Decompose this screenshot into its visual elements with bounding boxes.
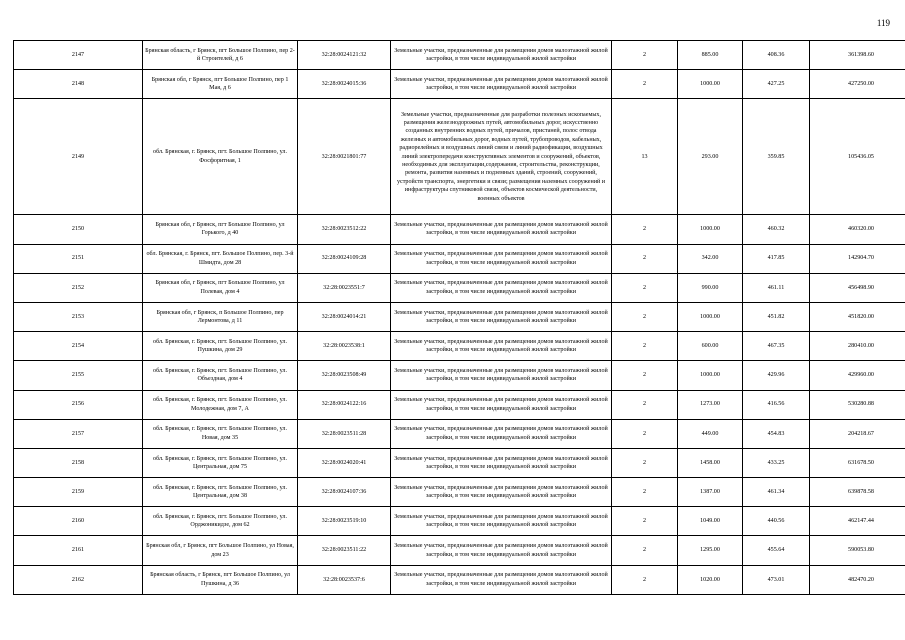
cadastral-number-cell: 32:28:0024122:16 [298,390,391,419]
specific-value-cell: 467.35 [743,332,810,361]
cadastral-number-cell: 32:28:0023538:1 [298,332,391,361]
use-group-cell: 2 [612,448,678,477]
land-use-cell: Земельные участки, предназначенные для размещения домов малоэтажной жилой застройки, в том числе индивидуальной жилой застройки [391,419,612,448]
table-row [14,478,905,507]
land-use-cell: Земельные участки, предназначенные для размещения домов малоэтажной жилой застройки, в том числе индивидуальной жилой застройки [391,390,612,419]
land-use-cell: Земельные участки, предназначенные для размещения домов малоэтажной жилой застройки, в том числе индивидуальной жилой застройки [391,507,612,536]
row-number-cell: 2161 [14,536,143,565]
area-cell: 600.00 [678,332,743,361]
cadastral-value-cell: 631678.50 [810,448,905,477]
table-row [14,302,905,331]
specific-value-cell: 461.11 [743,273,810,302]
address-cell: обл. Брянская, г. Брянск, пгт. Большое Полпино, ул. Фосфоритная, 1 [143,99,298,215]
cadastral-value-cell: 204218.67 [810,419,905,448]
cadastral-value-cell: 590053.80 [810,536,905,565]
use-group-cell: 2 [612,536,678,565]
cadastral-value-cell: 482470.20 [810,565,905,594]
row-number-cell: 2149 [14,99,143,215]
cadastral-number-cell: 32:28:0023537:6 [298,565,391,594]
row-number-cell: 2148 [14,70,143,99]
cadastral-value-cell: 280410.00 [810,332,905,361]
area-cell: 1295.00 [678,536,743,565]
row-number-cell: 2152 [14,273,143,302]
table-row [14,565,905,594]
cadastral-value-cell: 456498.90 [810,273,905,302]
land-use-cell: Земельные участки, предназначенные для размещения домов малоэтажной жилой застройки, в том числе индивидуальной жилой застройки [391,478,612,507]
address-cell: Брянская обл, г Брянск, пгт Большое Полпино, ул Горького, д 40 [143,215,298,244]
area-cell: 1458.00 [678,448,743,477]
table-row [14,273,905,302]
row-number-cell: 2156 [14,390,143,419]
cadastral-number-cell: 32:28:0023512:22 [298,215,391,244]
cadastral-number-cell: 32:28:0024020:41 [298,448,391,477]
address-cell: обл. Брянская, г. Брянск, пгт. Большое Полпино, ул. Молодежная, дом 7, А [143,390,298,419]
address-cell: обл. Брянская, г. Брянск, пгт. Большое Полпино, ул. Пушкина, дом 29 [143,332,298,361]
row-number-cell: 2160 [14,507,143,536]
row-number-cell: 2154 [14,332,143,361]
cadastral-value-cell: 361398.60 [810,41,905,70]
cadastral-value-cell: 639878.58 [810,478,905,507]
specific-value-cell: 454.83 [743,419,810,448]
specific-value-cell: 416.56 [743,390,810,419]
address-cell: обл. Брянская, г. Брянск, пгт. Большое Полпино, ул. Новая, дом 35 [143,419,298,448]
cadastral-number-cell: 32:28:0023511:28 [298,419,391,448]
table-row [14,215,905,244]
table-row [14,70,905,99]
address-cell: Брянская обл, г Брянск, пгт Большое Полпино, ул Полевая, дом 4 [143,273,298,302]
specific-value-cell: 408.36 [743,41,810,70]
land-use-cell: Земельные участки, предназначенные для размещения домов малоэтажной жилой застройки, в том числе индивидуальной жилой застройки [391,565,612,594]
cadastral-value-cell: 530280.88 [810,390,905,419]
row-number-cell: 2159 [14,478,143,507]
use-group-cell: 2 [612,419,678,448]
row-number-cell: 2158 [14,448,143,477]
land-use-cell: Земельные участки, предназначенные для размещения домов малоэтажной жилой застройки, в том числе индивидуальной жилой застройки [391,215,612,244]
specific-value-cell: 417.85 [743,244,810,273]
cadastral-number-cell: 32:28:0024014:21 [298,302,391,331]
table-row [14,361,905,390]
address-cell: Брянская обл, г Брянск, п Большое Полпино, пер Лермонтова, д 11 [143,302,298,331]
area-cell: 1020.00 [678,565,743,594]
use-group-cell: 2 [612,361,678,390]
cadastral-number-cell: 32:28:0023519:10 [298,507,391,536]
area-cell: 1273.00 [678,390,743,419]
use-group-cell: 2 [612,70,678,99]
specific-value-cell: 455.64 [743,536,810,565]
land-registry-table [13,40,905,595]
cadastral-number-cell: 32:28:0023551:7 [298,273,391,302]
address-cell: обл. Брянская, г. Брянск, пгт. Большое Полпино, ул. Объездная, дом 4 [143,361,298,390]
area-cell: 293.00 [678,99,743,215]
table-row [14,99,905,215]
cadastral-number-cell: 32:28:0024015:36 [298,70,391,99]
land-use-cell: Земельные участки, предназначенные для размещения домов малоэтажной жилой застройки, в том числе индивидуальной жилой застройки [391,536,612,565]
row-number-cell: 2150 [14,215,143,244]
table-row [14,536,905,565]
specific-value-cell: 429.96 [743,361,810,390]
cadastral-value-cell: 451820.00 [810,302,905,331]
table-row [14,244,905,273]
land-use-cell: Земельные участки, предназначенные для размещения домов малоэтажной жилой застройки, в том числе индивидуальной жилой застройки [391,302,612,331]
use-group-cell: 2 [612,302,678,331]
specific-value-cell: 427.25 [743,70,810,99]
area-cell: 885.00 [678,41,743,70]
cadastral-value-cell: 462147.44 [810,507,905,536]
table-row [14,332,905,361]
land-use-cell: Земельные участки, предназначенные для размещения домов малоэтажной жилой застройки, в том числе индивидуальной жилой застройки [391,41,612,70]
area-cell: 1387.00 [678,478,743,507]
row-number-cell: 2151 [14,244,143,273]
row-number-cell: 2147 [14,41,143,70]
table-row [14,448,905,477]
cadastral-value-cell: 429960.00 [810,361,905,390]
area-cell: 1049.00 [678,507,743,536]
address-cell: обл. Брянская, г. Брянск, пгт. Большое Полпино, ул. Орджоникидзе, дом 62 [143,507,298,536]
use-group-cell: 2 [612,507,678,536]
cadastral-value-cell: 427250.00 [810,70,905,99]
land-use-cell: Земельные участки, предназначенные для размещения домов малоэтажной жилой застройки, в том числе индивидуальной жилой застройки [391,244,612,273]
land-use-cell: Земельные участки, предназначенные для размещения домов малоэтажной жилой застройки, в том числе индивидуальной жилой застройки [391,361,612,390]
use-group-cell: 2 [612,390,678,419]
row-number-cell: 2157 [14,419,143,448]
address-cell: Брянская обл, г Брянск, пгт Большое Полпино, пер 1 Мая, д 6 [143,70,298,99]
use-group-cell: 2 [612,244,678,273]
specific-value-cell: 359.85 [743,99,810,215]
specific-value-cell: 433.25 [743,448,810,477]
area-cell: 449.00 [678,419,743,448]
row-number-cell: 2153 [14,302,143,331]
use-group-cell: 2 [612,332,678,361]
row-number-cell: 2162 [14,565,143,594]
area-cell: 990.00 [678,273,743,302]
use-group-cell: 2 [612,273,678,302]
cadastral-value-cell: 142904.70 [810,244,905,273]
address-cell: Брянская обл, г Брянск, пгт Большое Полпино, ул Новая, дом 23 [143,536,298,565]
land-use-cell: Земельные участки, предназначенные для размещения домов малоэтажной жилой застройки, в том числе индивидуальной жилой застройки [391,448,612,477]
cadastral-number-cell: 32:28:0024109:28 [298,244,391,273]
cadastral-number-cell: 32:28:0024107:36 [298,478,391,507]
land-use-cell: Земельные участки, предназначенные для размещения домов малоэтажной жилой застройки, в том числе индивидуальной жилой застройки [391,273,612,302]
use-group-cell: 2 [612,215,678,244]
area-cell: 1000.00 [678,215,743,244]
cadastral-number-cell: 32:28:0023511:22 [298,536,391,565]
use-group-cell: 2 [612,478,678,507]
cadastral-number-cell: 32:28:0023508:49 [298,361,391,390]
cadastral-number-cell: 32:28:0021801:77 [298,99,391,215]
land-use-cell: Земельные участки, предназначенные для размещения домов малоэтажной жилой застройки, в том числе индивидуальной жилой застройки [391,332,612,361]
cadastral-number-cell: 32:28:0024121:32 [298,41,391,70]
specific-value-cell: 440.56 [743,507,810,536]
address-cell: Брянская область, г Брянск, пгт Большое Полпино, ул Пушкина, д 36 [143,565,298,594]
specific-value-cell: 473.01 [743,565,810,594]
table-row [14,41,905,70]
cadastral-value-cell: 105436.05 [810,99,905,215]
table-row [14,507,905,536]
table-row [14,419,905,448]
address-cell: обл. Брянская, г. Брянск, пгт. Большое Полпино, ул. Центральная, дом 38 [143,478,298,507]
area-cell: 1000.00 [678,70,743,99]
land-use-cell: Земельные участки, предназначенные для размещения домов малоэтажной жилой застройки, в том числе индивидуальной жилой застройки [391,70,612,99]
specific-value-cell: 460.32 [743,215,810,244]
address-cell: обл. Брянская, г. Брянск, пгт. Большое Полпино, ул. Центральная, дом 75 [143,448,298,477]
address-cell: Брянская область, г Брянск, пгт Большое Полпино, пер 2-й Строителей, д 6 [143,41,298,70]
area-cell: 1000.00 [678,302,743,331]
page-number: 119 [876,18,890,28]
use-group-cell: 2 [612,41,678,70]
table-body [14,41,905,595]
area-cell: 342.00 [678,244,743,273]
address-cell: обл. Брянская, г. Брянск, пгт. Большое Полпино, пер. 3-й Шмидта, дом 28 [143,244,298,273]
use-group-cell: 2 [612,565,678,594]
table-row [14,390,905,419]
row-number-cell: 2155 [14,361,143,390]
cadastral-value-cell: 460320.00 [810,215,905,244]
specific-value-cell: 451.82 [743,302,810,331]
land-use-cell: Земельные участки, предназначенные для разработки полезных ископаемых, размещения железнодорожных путей, автомобильных дорог, искусственно созданных внутренних водных путей, причалов, пристаней, полос отвода железных и автомобильных дорог, водных путей, трубопроводов, кабельных, радиорелейных и воздушных линий связи и линий радиофикации, воздушных линий электропередачи конструктивных элементов и сооружений, объектов, необходимых для эксплуатации,содержания, строительства, реконструкции, ремонта, развития наземных и подземных зданий, строений, сооружений, устройств транспорта, энергетики и связи; размещения наземных сооружений и инфраструктуры спутниковой связи, объектов космической деятельности, военных объектов [391,99,612,215]
use-group-cell: 13 [612,99,678,215]
specific-value-cell: 461.34 [743,478,810,507]
area-cell: 1000.00 [678,361,743,390]
